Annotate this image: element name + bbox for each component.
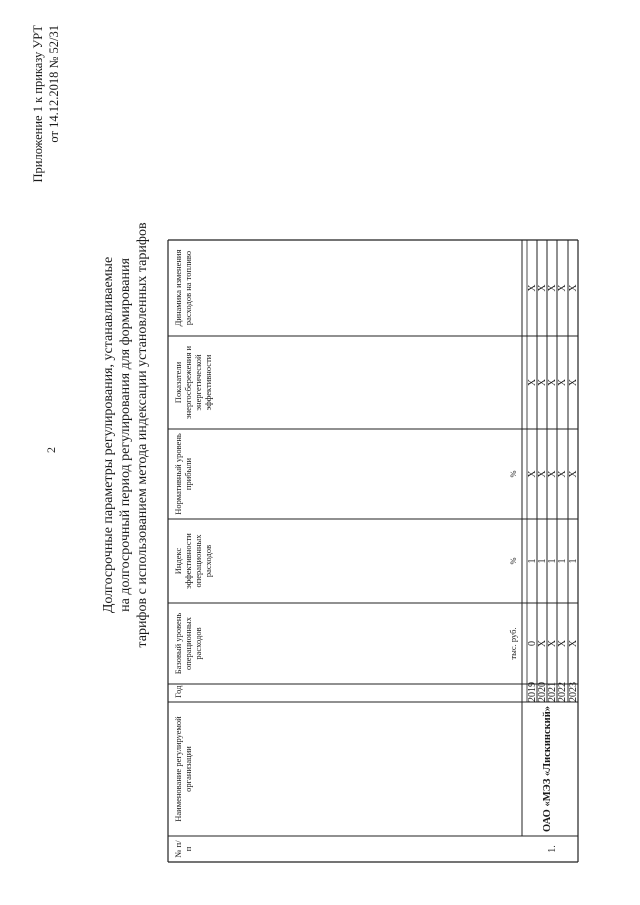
profit-cell: X (536, 470, 548, 478)
base-cell: X (546, 639, 558, 648)
appendix-line-1: Приложение 1 к приказу УРТ (31, 25, 45, 183)
header-energy-saving: Показатели энергосбережения и энергетической эффективности (173, 345, 213, 420)
unit-index: % (508, 557, 518, 565)
fuel-cell: X (556, 284, 568, 292)
energy-cell: X (536, 378, 548, 387)
header-fuel-dynamics: Динамика изменения расходов на топливо (173, 249, 193, 327)
profit-cell: X (546, 470, 558, 478)
year-cell: 2019 (526, 682, 538, 702)
header-profit-level: Нормативный уровень прибыли (173, 433, 193, 515)
unit-profit: % (508, 470, 518, 478)
base-cell: X (556, 639, 568, 648)
index-cell: 1 (526, 558, 538, 564)
energy-cell: X (526, 378, 538, 387)
profit-cell: X (556, 470, 568, 478)
header-efficiency-index: Индекс эффективности операционных расходов (173, 533, 213, 589)
header-year: Год (173, 685, 183, 698)
index-cell: 1 (556, 558, 568, 564)
page-number: 2 (44, 447, 58, 453)
base-cell: X (536, 639, 548, 648)
title-line-1: Долгосрочные параметры регулирования, устанавливаемые (101, 256, 116, 614)
year-cell: 2023 (567, 682, 579, 702)
fuel-cell: X (546, 284, 558, 292)
title-line-3: тарифов с использованием метода индексации установленных тарифов (135, 222, 150, 648)
index-cell: 1 (536, 558, 548, 564)
row-number: 1. (547, 845, 558, 853)
fuel-cell: X (526, 284, 538, 292)
unit-base: тыс. руб. (508, 627, 518, 660)
fuel-cell: X (536, 284, 548, 292)
energy-cell: X (546, 378, 558, 387)
fuel-cell: X (567, 284, 579, 292)
year-cell: 2021 (546, 682, 558, 702)
base-cell: 0 (526, 641, 538, 646)
index-cell: 1 (567, 558, 579, 564)
header-base-level: Базовый уровень операционных расходов (173, 612, 203, 675)
index-cell: 1 (546, 558, 558, 564)
year-cell: 2020 (536, 682, 548, 702)
profit-cell: X (526, 470, 538, 478)
energy-cell: X (556, 378, 568, 387)
organization-name: ОАО «МЭЗ «Лискинский» (542, 705, 553, 833)
header-number: № п/п (173, 840, 193, 858)
base-cell: X (567, 639, 579, 648)
header-organization: Наименование регулируемой организации (173, 716, 193, 822)
energy-cell: X (567, 378, 579, 387)
appendix-line-2: от 14.12.2018 № 52/31 (47, 25, 61, 143)
year-cell: 2022 (556, 682, 568, 702)
profit-cell: X (567, 470, 579, 478)
title-line-2: на долгосрочный период регулирования для формирования (118, 258, 133, 612)
